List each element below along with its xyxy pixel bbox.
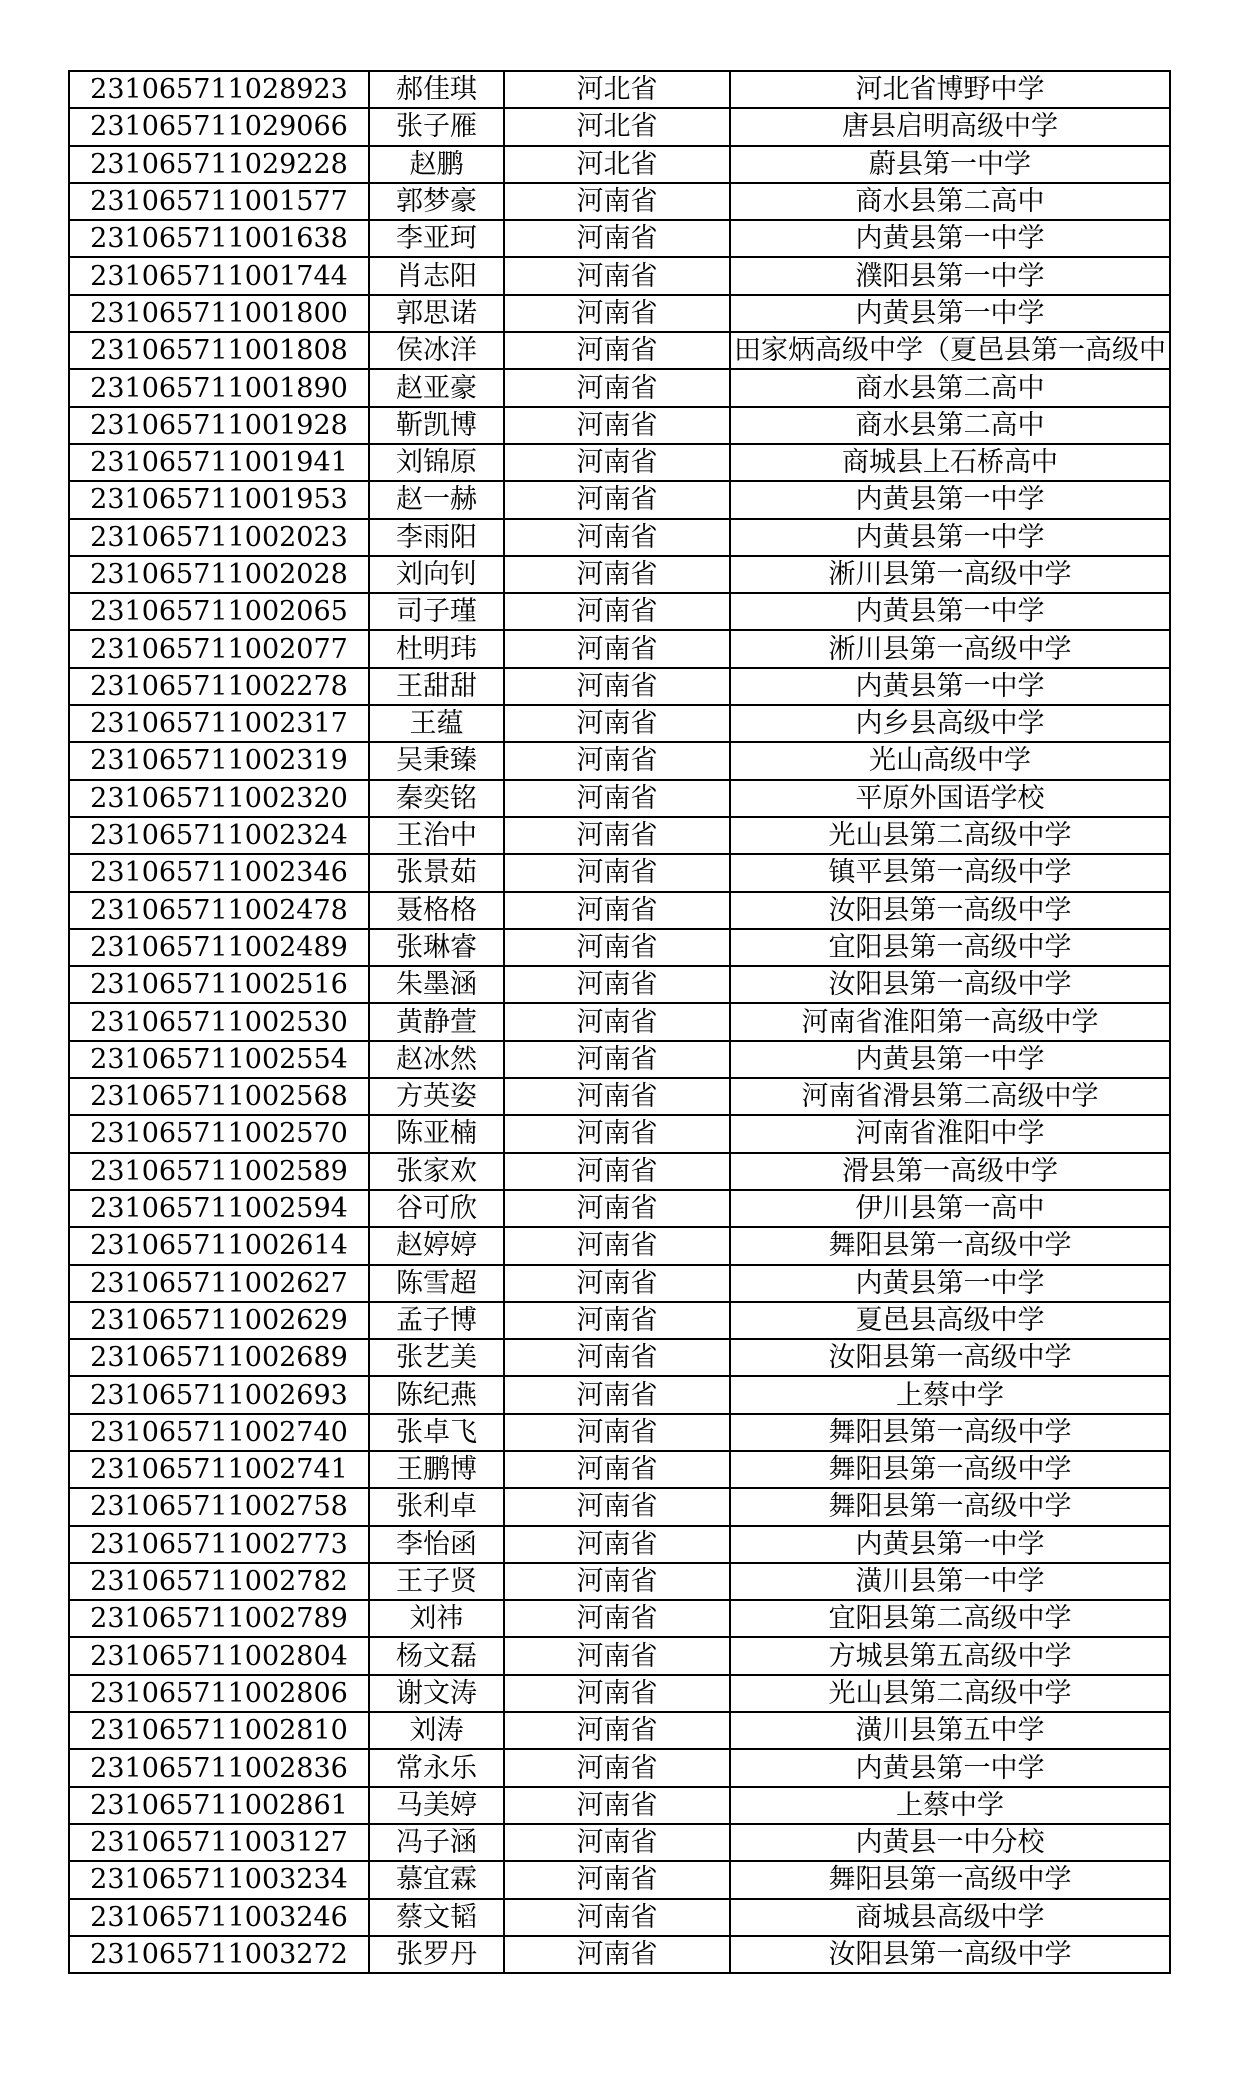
candidate-id-cell: 231065711002516 — [69, 966, 369, 1003]
student-name-cell: 张罗丹 — [369, 1936, 504, 1973]
province-cell: 河南省 — [504, 966, 730, 1003]
student-name-cell: 杜明玮 — [369, 630, 504, 667]
table-row — [69, 1339, 1170, 1376]
student-name-cell: 杨文磊 — [369, 1637, 504, 1674]
table-row — [69, 780, 1170, 817]
school-cell: 内黄县第一中学 — [730, 1526, 1170, 1563]
province-cell: 河南省 — [504, 780, 730, 817]
table-row — [69, 1563, 1170, 1600]
student-name-cell: 张子雁 — [369, 108, 504, 145]
school-cell: 舞阳县第一高级中学 — [730, 1414, 1170, 1451]
student-name-cell: 张景茹 — [369, 854, 504, 891]
student-name-cell: 张家欢 — [369, 1153, 504, 1190]
candidate-id-cell: 231065711002740 — [69, 1414, 369, 1451]
province-cell: 河南省 — [504, 929, 730, 966]
candidate-id-cell: 231065711002782 — [69, 1563, 369, 1600]
table-row — [69, 1265, 1170, 1302]
candidate-id-cell: 231065711002317 — [69, 705, 369, 742]
student-name-cell: 马美婷 — [369, 1787, 504, 1824]
student-name-cell: 谷可欣 — [369, 1190, 504, 1227]
candidate-id-cell: 231065711002023 — [69, 519, 369, 556]
school-cell: 伊川县第一高中 — [730, 1190, 1170, 1227]
candidate-id-cell: 231065711002789 — [69, 1600, 369, 1637]
school-cell: 内黄县一中分校 — [730, 1824, 1170, 1861]
candidate-id-cell: 231065711001638 — [69, 220, 369, 257]
table-row — [69, 556, 1170, 593]
candidate-id-cell: 231065711002861 — [69, 1787, 369, 1824]
student-name-cell: 张艺美 — [369, 1339, 504, 1376]
school-cell: 内黄县第一中学 — [730, 668, 1170, 705]
province-cell: 河南省 — [504, 519, 730, 556]
school-cell: 商城县高级中学 — [730, 1899, 1170, 1936]
student-name-cell: 孟子博 — [369, 1302, 504, 1339]
school-cell: 河南省淮阳中学 — [730, 1115, 1170, 1152]
province-cell: 河南省 — [504, 1190, 730, 1227]
province-cell: 河南省 — [504, 742, 730, 779]
province-cell: 河南省 — [504, 1861, 730, 1898]
province-cell: 河南省 — [504, 705, 730, 742]
student-name-cell: 吴秉臻 — [369, 742, 504, 779]
province-cell: 河南省 — [504, 1600, 730, 1637]
province-cell: 河南省 — [504, 668, 730, 705]
school-cell: 濮阳县第一中学 — [730, 257, 1170, 294]
school-cell: 河南省滑县第二高级中学 — [730, 1078, 1170, 1115]
student-name-cell: 郭梦豪 — [369, 183, 504, 220]
province-cell: 河南省 — [504, 1376, 730, 1413]
school-cell: 内黄县第一中学 — [730, 295, 1170, 332]
candidate-id-cell: 231065711001808 — [69, 332, 369, 369]
school-cell: 内黄县第一中学 — [730, 593, 1170, 630]
province-cell: 河南省 — [504, 1003, 730, 1040]
province-cell: 河北省 — [504, 71, 730, 108]
table-row — [69, 1078, 1170, 1115]
province-cell: 河南省 — [504, 1041, 730, 1078]
school-cell: 潢川县第一中学 — [730, 1563, 1170, 1600]
table-row — [69, 369, 1170, 406]
school-cell: 方城县第五高级中学 — [730, 1637, 1170, 1674]
table-row — [69, 1041, 1170, 1078]
student-name-cell: 谢文涛 — [369, 1675, 504, 1712]
student-name-cell: 聂格格 — [369, 892, 504, 929]
student-name-cell: 刘涛 — [369, 1712, 504, 1749]
school-cell: 光山县第二高级中学 — [730, 1675, 1170, 1712]
table-row — [69, 519, 1170, 556]
student-name-cell: 司子瑾 — [369, 593, 504, 630]
student-name-cell: 赵鹏 — [369, 146, 504, 183]
candidate-id-cell: 231065711002689 — [69, 1339, 369, 1376]
table-row — [69, 257, 1170, 294]
province-cell: 河南省 — [504, 1078, 730, 1115]
table-row — [69, 817, 1170, 854]
province-cell: 河南省 — [504, 1302, 730, 1339]
province-cell: 河南省 — [504, 1899, 730, 1936]
school-cell: 舞阳县第一高级中学 — [730, 1227, 1170, 1264]
student-name-cell: 冯子涵 — [369, 1824, 504, 1861]
province-cell: 河南省 — [504, 1526, 730, 1563]
student-name-cell: 肖志阳 — [369, 257, 504, 294]
table-row — [69, 593, 1170, 630]
province-cell: 河南省 — [504, 892, 730, 929]
table-row — [69, 108, 1170, 145]
table-row — [69, 1749, 1170, 1786]
student-name-cell: 郝佳琪 — [369, 71, 504, 108]
table-row — [69, 1003, 1170, 1040]
table-row — [69, 1899, 1170, 1936]
candidate-id-cell: 231065711002028 — [69, 556, 369, 593]
province-cell: 河南省 — [504, 630, 730, 667]
student-name-cell: 王治中 — [369, 817, 504, 854]
province-cell: 河南省 — [504, 1749, 730, 1786]
student-name-cell: 蔡文韬 — [369, 1899, 504, 1936]
table-row — [69, 854, 1170, 891]
student-name-cell: 郭思诺 — [369, 295, 504, 332]
school-cell: 汝阳县第一高级中学 — [730, 966, 1170, 1003]
table-row — [69, 407, 1170, 444]
candidate-id-cell: 231065711003234 — [69, 1861, 369, 1898]
province-cell: 河南省 — [504, 1153, 730, 1190]
province-cell: 河南省 — [504, 183, 730, 220]
table-row — [69, 892, 1170, 929]
candidate-id-cell: 231065711001941 — [69, 444, 369, 481]
table-row — [69, 1376, 1170, 1413]
province-cell: 河北省 — [504, 108, 730, 145]
school-cell: 汝阳县第一高级中学 — [730, 1339, 1170, 1376]
table-row — [69, 332, 1170, 369]
student-name-cell: 陈亚楠 — [369, 1115, 504, 1152]
candidate-id-cell: 231065711029228 — [69, 146, 369, 183]
student-name-cell: 张卓飞 — [369, 1414, 504, 1451]
student-name-cell: 常永乐 — [369, 1749, 504, 1786]
table-row — [69, 1115, 1170, 1152]
province-cell: 河南省 — [504, 1339, 730, 1376]
student-list-table — [68, 70, 1171, 1974]
table-row — [69, 1414, 1170, 1451]
province-cell: 河南省 — [504, 257, 730, 294]
student-name-cell: 慕宜霖 — [369, 1861, 504, 1898]
school-cell: 光山县第二高级中学 — [730, 817, 1170, 854]
table-row — [69, 71, 1170, 108]
table-row — [69, 1824, 1170, 1861]
candidate-id-cell: 231065711002741 — [69, 1451, 369, 1488]
school-cell: 内黄县第一中学 — [730, 1749, 1170, 1786]
province-cell: 河南省 — [504, 1936, 730, 1973]
candidate-id-cell: 231065711002319 — [69, 742, 369, 779]
student-name-cell: 张利卓 — [369, 1488, 504, 1525]
student-name-cell: 张琳睿 — [369, 929, 504, 966]
province-cell: 河南省 — [504, 1414, 730, 1451]
table-row — [69, 1787, 1170, 1824]
province-cell: 河南省 — [504, 481, 730, 518]
school-cell: 滑县第一高级中学 — [730, 1153, 1170, 1190]
school-cell: 宜阳县第二高级中学 — [730, 1600, 1170, 1637]
table-row — [69, 1861, 1170, 1898]
student-name-cell: 王甜甜 — [369, 668, 504, 705]
school-cell: 汝阳县第一高级中学 — [730, 1936, 1170, 1973]
candidate-id-cell: 231065711002589 — [69, 1153, 369, 1190]
school-cell: 内黄县第一中学 — [730, 481, 1170, 518]
school-cell: 淅川县第一高级中学 — [730, 630, 1170, 667]
table-row — [69, 929, 1170, 966]
candidate-id-cell: 231065711002570 — [69, 1115, 369, 1152]
province-cell: 河南省 — [504, 1637, 730, 1674]
candidate-id-cell: 231065711003127 — [69, 1824, 369, 1861]
school-cell: 河南省淮阳第一高级中学 — [730, 1003, 1170, 1040]
school-cell: 唐县启明高级中学 — [730, 108, 1170, 145]
table-row — [69, 1675, 1170, 1712]
table-row — [69, 1227, 1170, 1264]
student-name-cell: 靳凯博 — [369, 407, 504, 444]
candidate-id-cell: 231065711003246 — [69, 1899, 369, 1936]
candidate-id-cell: 231065711002489 — [69, 929, 369, 966]
table-row — [69, 1488, 1170, 1525]
table-row — [69, 295, 1170, 332]
province-cell: 河南省 — [504, 854, 730, 891]
student-name-cell: 李亚珂 — [369, 220, 504, 257]
province-cell: 河南省 — [504, 1488, 730, 1525]
student-name-cell: 刘锦原 — [369, 444, 504, 481]
table-row — [69, 1936, 1170, 1973]
student-name-cell: 赵冰然 — [369, 1041, 504, 1078]
school-cell: 河北省博野中学 — [730, 71, 1170, 108]
school-cell: 淅川县第一高级中学 — [730, 556, 1170, 593]
province-cell: 河南省 — [504, 1265, 730, 1302]
province-cell: 河南省 — [504, 444, 730, 481]
candidate-id-cell: 231065711002478 — [69, 892, 369, 929]
table-row — [69, 481, 1170, 518]
province-cell: 河南省 — [504, 1115, 730, 1152]
table-row — [69, 1712, 1170, 1749]
table-row — [69, 444, 1170, 481]
province-cell: 河南省 — [504, 556, 730, 593]
student-name-cell: 朱墨涵 — [369, 966, 504, 1003]
school-cell: 商水县第二高中 — [730, 369, 1170, 406]
school-cell: 平原外国语学校 — [730, 780, 1170, 817]
student-name-cell: 刘向钊 — [369, 556, 504, 593]
province-cell: 河南省 — [504, 332, 730, 369]
province-cell: 河南省 — [504, 1451, 730, 1488]
school-cell: 上蔡中学 — [730, 1787, 1170, 1824]
school-cell: 舞阳县第一高级中学 — [730, 1488, 1170, 1525]
table-row — [69, 966, 1170, 1003]
school-cell: 商水县第二高中 — [730, 407, 1170, 444]
table-row — [69, 1637, 1170, 1674]
school-cell: 舞阳县第一高级中学 — [730, 1861, 1170, 1898]
candidate-id-cell: 231065711002804 — [69, 1637, 369, 1674]
school-cell: 商城县上石桥高中 — [730, 444, 1170, 481]
candidate-id-cell: 231065711002836 — [69, 1749, 369, 1786]
student-name-cell: 陈纪燕 — [369, 1376, 504, 1413]
student-name-cell: 陈雪超 — [369, 1265, 504, 1302]
candidate-id-cell: 231065711002810 — [69, 1712, 369, 1749]
table-row — [69, 1600, 1170, 1637]
province-cell: 河南省 — [504, 1824, 730, 1861]
province-cell: 河南省 — [504, 1563, 730, 1600]
candidate-id-cell: 231065711002773 — [69, 1526, 369, 1563]
table-row — [69, 1153, 1170, 1190]
table-row — [69, 705, 1170, 742]
table-row — [69, 668, 1170, 705]
school-cell: 内乡县高级中学 — [730, 705, 1170, 742]
table-row — [69, 630, 1170, 667]
province-cell: 河南省 — [504, 369, 730, 406]
school-cell: 蔚县第一中学 — [730, 146, 1170, 183]
candidate-id-cell: 231065711001577 — [69, 183, 369, 220]
student-name-cell: 赵一赫 — [369, 481, 504, 518]
province-cell: 河南省 — [504, 295, 730, 332]
school-cell: 汝阳县第一高级中学 — [730, 892, 1170, 929]
school-cell: 田家炳高级中学（夏邑县第一高级中 — [730, 332, 1170, 369]
table-row — [69, 220, 1170, 257]
student-name-cell: 李雨阳 — [369, 519, 504, 556]
province-cell: 河南省 — [504, 817, 730, 854]
candidate-id-cell: 231065711002278 — [69, 668, 369, 705]
student-name-cell: 王子贤 — [369, 1563, 504, 1600]
province-cell: 河南省 — [504, 1787, 730, 1824]
candidate-id-cell: 231065711002594 — [69, 1190, 369, 1227]
candidate-id-cell: 231065711002554 — [69, 1041, 369, 1078]
school-cell: 内黄县第一中学 — [730, 1041, 1170, 1078]
candidate-id-cell: 231065711002324 — [69, 817, 369, 854]
candidate-id-cell: 231065711002758 — [69, 1488, 369, 1525]
student-name-cell: 方英姿 — [369, 1078, 504, 1115]
candidate-id-cell: 231065711029066 — [69, 108, 369, 145]
student-name-cell: 李怡函 — [369, 1526, 504, 1563]
school-cell: 镇平县第一高级中学 — [730, 854, 1170, 891]
student-name-cell: 刘祎 — [369, 1600, 504, 1637]
province-cell: 河南省 — [504, 407, 730, 444]
school-cell: 夏邑县高级中学 — [730, 1302, 1170, 1339]
candidate-id-cell: 231065711002065 — [69, 593, 369, 630]
table-row — [69, 146, 1170, 183]
school-cell: 舞阳县第一高级中学 — [730, 1451, 1170, 1488]
candidate-id-cell: 231065711002629 — [69, 1302, 369, 1339]
province-cell: 河南省 — [504, 1712, 730, 1749]
school-cell: 内黄县第一中学 — [730, 1265, 1170, 1302]
candidate-id-cell: 231065711002320 — [69, 780, 369, 817]
school-cell: 光山高级中学 — [730, 742, 1170, 779]
candidate-id-cell: 231065711028923 — [69, 71, 369, 108]
table-row — [69, 1451, 1170, 1488]
student-name-cell: 黄静萱 — [369, 1003, 504, 1040]
table-row — [69, 1302, 1170, 1339]
candidate-id-cell: 231065711001928 — [69, 407, 369, 444]
candidate-id-cell: 231065711002530 — [69, 1003, 369, 1040]
student-name-cell: 侯冰洋 — [369, 332, 504, 369]
candidate-id-cell: 231065711003272 — [69, 1936, 369, 1973]
table-row — [69, 1526, 1170, 1563]
candidate-id-cell: 231065711001800 — [69, 295, 369, 332]
province-cell: 河南省 — [504, 1675, 730, 1712]
school-cell: 商水县第二高中 — [730, 183, 1170, 220]
school-cell: 宜阳县第一高级中学 — [730, 929, 1170, 966]
school-cell: 潢川县第五中学 — [730, 1712, 1170, 1749]
province-cell: 河南省 — [504, 593, 730, 630]
student-name-cell: 秦奕铭 — [369, 780, 504, 817]
province-cell: 河南省 — [504, 220, 730, 257]
province-cell: 河北省 — [504, 146, 730, 183]
student-name-cell: 赵婷婷 — [369, 1227, 504, 1264]
student-name-cell: 赵亚豪 — [369, 369, 504, 406]
school-cell: 上蔡中学 — [730, 1376, 1170, 1413]
table-row — [69, 183, 1170, 220]
table-body — [69, 71, 1170, 1973]
candidate-id-cell: 231065711001744 — [69, 257, 369, 294]
candidate-id-cell: 231065711002346 — [69, 854, 369, 891]
candidate-id-cell: 231065711002806 — [69, 1675, 369, 1712]
student-name-cell: 王鹏博 — [369, 1451, 504, 1488]
candidate-id-cell: 231065711002693 — [69, 1376, 369, 1413]
school-cell: 内黄县第一中学 — [730, 220, 1170, 257]
candidate-id-cell: 231065711001953 — [69, 481, 369, 518]
school-cell: 内黄县第一中学 — [730, 519, 1170, 556]
candidate-id-cell: 231065711002568 — [69, 1078, 369, 1115]
candidate-id-cell: 231065711002077 — [69, 630, 369, 667]
candidate-id-cell: 231065711002614 — [69, 1227, 369, 1264]
candidate-id-cell: 231065711002627 — [69, 1265, 369, 1302]
candidate-id-cell: 231065711001890 — [69, 369, 369, 406]
table-row — [69, 1190, 1170, 1227]
province-cell: 河南省 — [504, 1227, 730, 1264]
table-row — [69, 742, 1170, 779]
student-name-cell: 王蕴 — [369, 705, 504, 742]
